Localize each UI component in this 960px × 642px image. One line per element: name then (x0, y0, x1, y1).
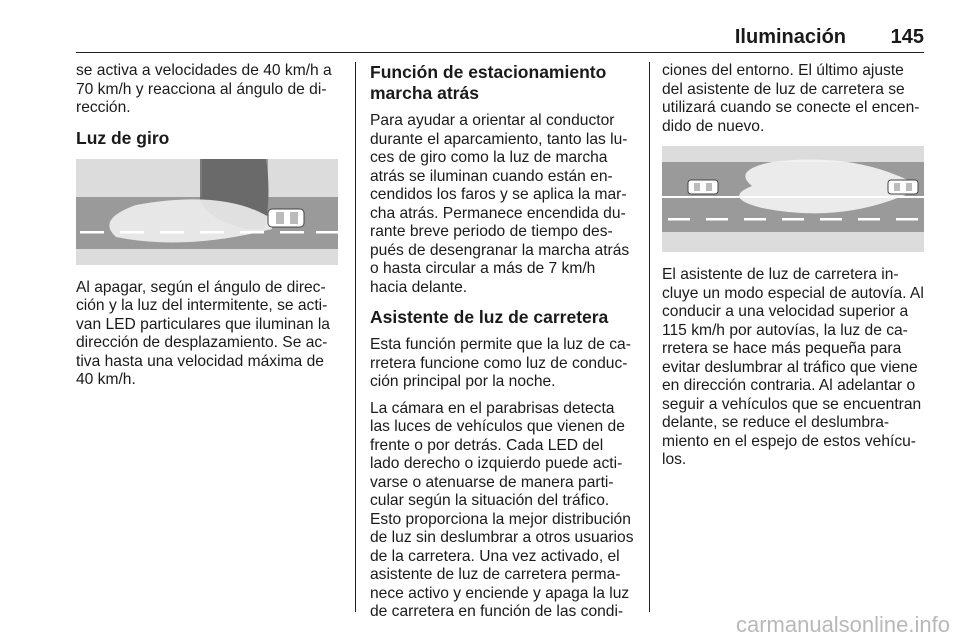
car-icon (888, 180, 918, 194)
cornering-paragraph: Al apagar, según el ángulo de direc-ción y la luz del intermitente, se acti-van LED particulares que iluminan la dirección de desplazamiento. Se ac-tiva hasta una velocidad máxima de 40 km/h. (76, 278, 330, 388)
assistant-paragraph-1: Esta función permite que la luz de ca-rretera funcione como luz de conduc-ción principal por la noche. (370, 336, 631, 390)
watermark: carmanualsonline.info (735, 612, 950, 637)
parking-paragraph: Para ayudar a orientar al conductor durante el aparcamiento, tanto las lu-ces de giro como la luz de marcha atrás se iluminan cuando están en-cendidos los faros y se aplica la mar-cha atrás. Permanece encendida du-rante breve periodo de tiempo des-pués de desengranar la marcha atrás o hasta circular a más de 7 km/h hacia delante. (370, 112, 630, 296)
column-3 (662, 62, 928, 478)
heading-luz-de-giro: Luz de giro (76, 127, 170, 148)
column-divider (355, 62, 356, 612)
page-header (76, 26, 924, 53)
heading-estacionamiento: Función de estacionamiento marcha atrás (370, 62, 607, 103)
continuation-paragraph: ciones del entorno. El último ajuste del asistente de luz de carretera se utilizará cuando se conecte el encen-dido de nuevo. (662, 62, 920, 135)
page-number: 145 (890, 26, 924, 48)
column-1 (76, 62, 342, 398)
car-icon (268, 209, 304, 227)
heading-asistente: Asistente de luz de carretera (370, 307, 609, 327)
assistant-paragraph-2: La cámara en el parabrisas detecta las luces de vehículos que vienen de frente o por detrás. Cada LED del lado derecho o izquierdo puede acti-varse o atenuarse de manera parti-cular según la situación del tráfico. Esto proporciona la mejor distribución de luz sin deslumbrar a otros usuarios de la carretera. Una vez activado, el asistente de luz de carretera perma-nece activo y enciende y apaga la luz de carretera en función de las condi- (370, 399, 634, 620)
highway-paragraph: El asistente de luz de carretera in-cluye un modo especial de autovía. Al conducir a una velocidad superior a 115 km/h por autovías, la luz de ca-rretera se hace más pequeña para evitar deslumbrar al tráfico que viene en dirección contraria. Al adelantar o seguir a vehículos que se encuentran delante, se reduce el deslumbra-miento en el espejo de estos vehícu-los. (662, 266, 924, 468)
column-divider (649, 62, 650, 612)
oncoming-car-icon (688, 180, 718, 194)
cornering-light-illustration (76, 159, 338, 265)
highway-light-illustration (662, 146, 924, 252)
intro-paragraph: se activa a velocidades de 40 km/h a 70 km/h y reacciona al ángulo de di-rección. (76, 62, 332, 116)
column-2 (370, 62, 636, 630)
section-title: Iluminación (734, 26, 846, 48)
median-line (662, 196, 924, 198)
